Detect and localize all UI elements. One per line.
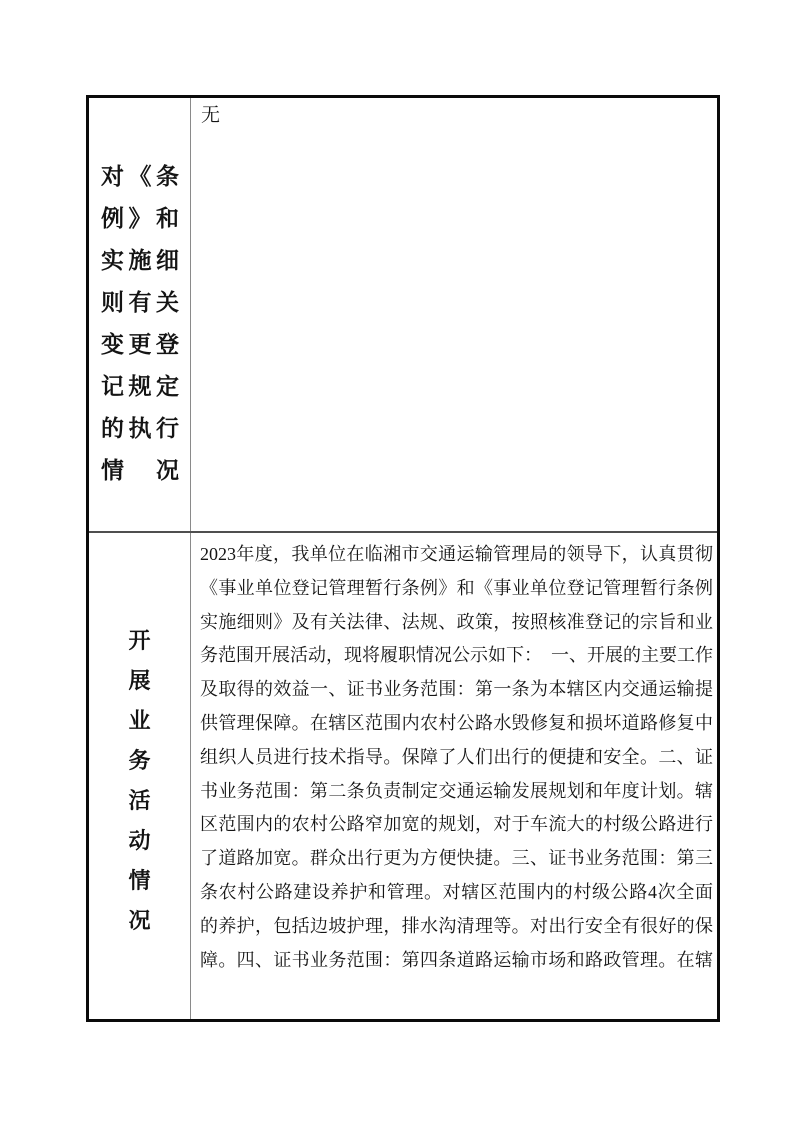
paragraph-line: 供管理保障。在辖区范围内农村公路水毁修复和损坏道路修复中 [200, 712, 713, 733]
label-char: 业 [128, 708, 151, 733]
label-line: 例》和 [101, 206, 179, 231]
paragraph-line: 了道路加宽。群众出行更为方便快捷。三、证书业务范围：第三 [200, 848, 713, 869]
label-char: 开 [128, 628, 151, 653]
label-char: 情 [128, 868, 151, 893]
label-line: 实施细 [101, 248, 179, 273]
label-char: 动 [128, 828, 151, 853]
table-row-business-activities [89, 533, 717, 1019]
regulation-execution-content-cell [191, 98, 717, 531]
regulation-execution-value: 无 [201, 105, 221, 126]
label-line: 情 况 [101, 458, 179, 483]
label-line: 记规定 [101, 374, 179, 399]
regulation-execution-label [101, 156, 179, 492]
label-char: 活 [128, 788, 151, 813]
business-activities-content-cell [191, 533, 721, 1019]
report-table [86, 95, 720, 1022]
paragraph-line: 书业务范围：第二条负责制定交通运输发展规划和年度计划。辖 [200, 780, 713, 801]
label-line: 变更登 [101, 332, 179, 357]
label-char: 务 [128, 748, 151, 773]
business-activities-label-cell [89, 533, 191, 1019]
label-line: 的执行 [101, 416, 179, 441]
label-char: 展 [128, 668, 151, 693]
paragraph-line: 组织人员进行技术指导。保障了人们出行的便捷和安全。二、证 [200, 746, 713, 767]
paragraph-line: 条农村公路建设养护和管理。对辖区范围内的村级公路4次全面 [200, 881, 713, 902]
paragraph-line: 务范围开展活动，现将履职情况公示如下： 一、开展的主要工作 [200, 645, 713, 666]
paragraph-line: 障。四、证书业务范围：第四条道路运输市场和路政管理。在辖 [200, 949, 713, 970]
label-line: 对《条 [101, 164, 179, 189]
paragraph-line: 实施细则》及有关法律、法规、政策，按照核准登记的宗旨和业 [200, 611, 713, 632]
paragraph-line: 2023年度，我单位在临湘市交通运输管理局的领导下，认真贯彻 [200, 544, 713, 564]
table-row-regulation-execution [89, 98, 717, 533]
regulation-execution-label-cell [89, 98, 191, 531]
paragraph-line: 《事业单位登记管理暂行条例》和《事业单位登记管理暂行条例 [200, 577, 713, 598]
business-activities-label [89, 621, 190, 941]
label-line: 则有关 [101, 290, 179, 315]
paragraph-line: 的养护，包括边坡护理，排水沟清理等。对出行安全有很好的保 [200, 915, 713, 936]
paragraph-line: 及取得的效益一、证书业务范围：第一条为本辖区内交通运输提 [200, 679, 713, 700]
label-char: 况 [128, 908, 151, 933]
business-activities-paragraph [191, 533, 721, 977]
paragraph-line: 区范围内的农村公路窄加宽的规划，对于车流大的村级公路进行 [200, 814, 713, 835]
